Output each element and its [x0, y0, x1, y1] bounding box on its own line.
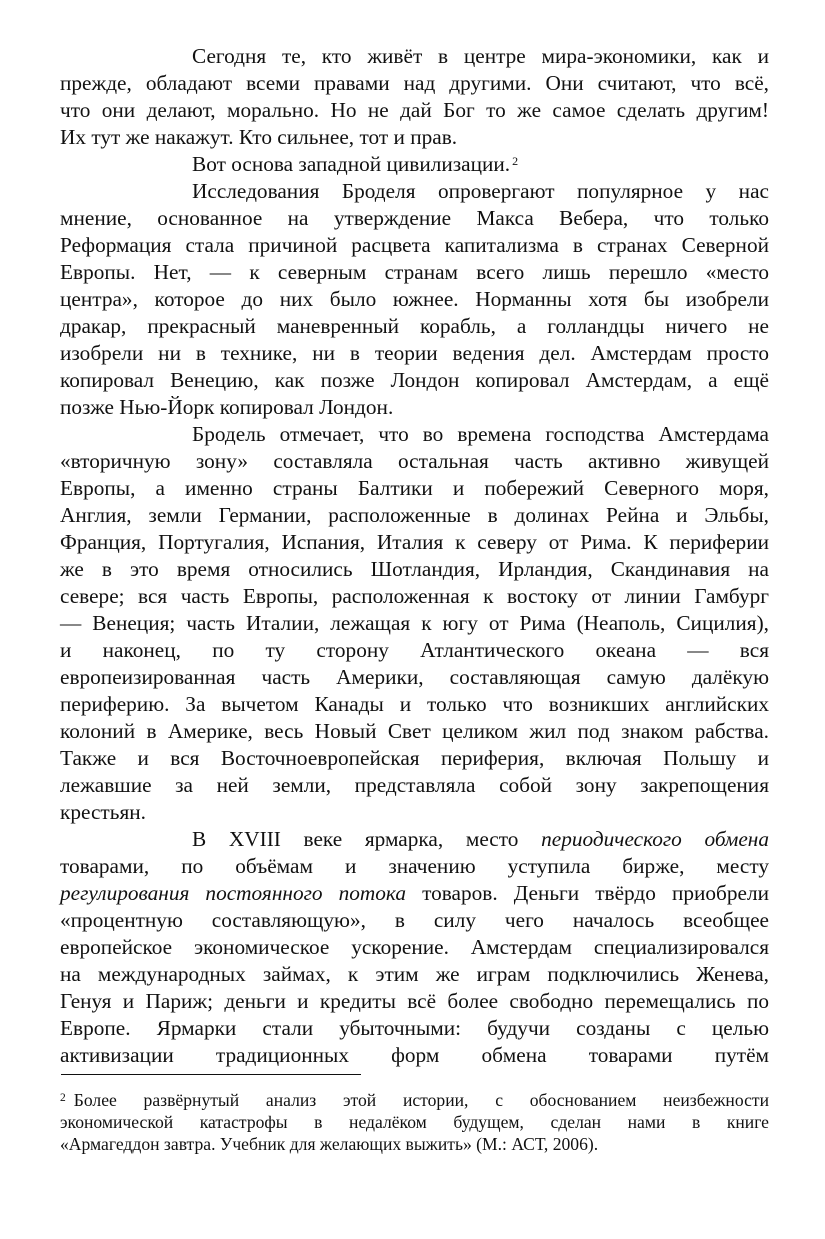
- footnote-line: $^2$ Более развёрнутый анализ этой истории, с обоснованием неизбежности: [60, 1090, 769, 1110]
- text-line: изобрели ни в технике, ни в теории ведения дел. Амстердам просто: [60, 341, 769, 365]
- paragraph-1: [60, 43, 769, 151]
- text-line: Европе. Ярмарки стали убыточными: будучи созданы с целью: [60, 1016, 769, 1040]
- footnote: [60, 1089, 769, 1155]
- main-text: [60, 43, 769, 1069]
- text-line: дракар, прекрасный маневренный корабль, а голландцы ничего не: [60, 314, 769, 338]
- text-line: Также и вся Восточноевропейская периферия, включая Польшу и: [60, 746, 769, 770]
- text-line: — Венеция; часть Италии, лежащая к югу от Рима (Неаполь, Сицилия),: [60, 611, 769, 635]
- text-line: же в это время относились Шотландия, Ирландия, Скандинавия на: [60, 557, 769, 581]
- text-line: позже Нью-Йорк копировал Лондон.: [60, 395, 394, 419]
- paragraph-2: [60, 151, 769, 178]
- text-line: европеизированная часть Америки, составляющая самую далёкую: [60, 665, 769, 689]
- text-line: лежавшие за ней земли, представляла собой зону закрепощения: [60, 773, 769, 797]
- footnote-reference[interactable]: 2: [512, 154, 519, 168]
- text-line: Европы. Нет, — к северным странам всего лишь перешло «место: [60, 260, 769, 284]
- text-line: Исследования Броделя опровергают популярное у нас: [192, 179, 769, 203]
- text-line: Вот основа западной цивилизации. $^2$: [192, 152, 519, 176]
- text-line: центра», которое до них было южнее. Норманны хотя бы изобрели: [60, 287, 769, 311]
- text-line: и наконец, по ту сторону Атлантического океана — вся: [60, 638, 769, 662]
- text-line: севере; вся часть Европы, расположенная к востоку от линии Гамбург: [60, 584, 769, 608]
- text-line: Их тут же накажут. Кто сильнее, тот и прав.: [60, 125, 458, 149]
- text-line: прежде, обладают всеми правами над другими. Они считают, что всё,: [60, 71, 769, 95]
- text-line: активизации традиционных форм обмена товарами путём: [60, 1043, 769, 1067]
- text-line: европейское экономическое ускорение. Амстердам специализировался: [60, 935, 769, 959]
- paragraph-5: [60, 826, 769, 1069]
- text-line: Реформация стала причиной расцвета капитализма в странах Северной: [60, 233, 769, 257]
- text-line: на международных займах, к этим же играм подключились Женева,: [60, 962, 769, 986]
- text-line: Сегодня те, кто живёт в центре мира-экономики, как и: [192, 44, 769, 68]
- text-line: «вторичную зону» составляла остальная часть активно живущей: [60, 449, 769, 473]
- text-line: товарами, по объёмам и значению уступила бирже, месту: [60, 854, 769, 878]
- text-line: мнение, основанное на утверждение Макса Вебера, что только: [60, 206, 769, 230]
- text-line: «процентную составляющую», в силу чего началось всеобщее: [60, 908, 769, 932]
- text-line: что они делают, морально. Но не дай Бог то же самое сделать другим!: [60, 98, 769, 122]
- text-line: Европы, а именно страны Балтики и побережий Северного моря,: [60, 476, 769, 500]
- text-line: копировал Венецию, как позже Лондон копировал Амстердам, а ещё: [60, 368, 769, 392]
- text-line: крестьян.: [60, 800, 146, 824]
- footnote-separator: [61, 1074, 361, 1075]
- text-line: регулирования постоянного потока товаров. Деньги твёрдо приобрели: [60, 881, 770, 905]
- footnote-number: 2: [60, 1092, 66, 1104]
- text-line: колоний в Америке, весь Новый Свет целиком жил под знаком рабства.: [60, 719, 769, 743]
- italic-phrase: периодического обмена: [541, 827, 769, 851]
- paragraph-3: [60, 178, 769, 421]
- text-line: Франция, Португалия, Испания, Италия к северу от Рима. К периферии: [60, 530, 769, 554]
- text-line: В XVIII веке ярмарка, место периодического обмена: [192, 827, 769, 851]
- footnote-line: «Армагеддон завтра. Учебник для желающих выжить» (М.: АСТ, 2006).: [60, 1134, 599, 1154]
- footnote-line: экономической катастрофы в недалёком будущем, сделан нами в книге: [60, 1112, 769, 1132]
- italic-phrase: регулирования постоянного потока: [60, 881, 407, 905]
- text-line: Англия, земли Германии, расположенные в долинах Рейна и Эльбы,: [60, 503, 769, 527]
- paragraph-4: [60, 421, 769, 826]
- text-line: Бродель отмечает, что во времена господства Амстердама: [192, 422, 769, 446]
- text-line: периферию. За вычетом Канады и только что возникших английских: [60, 692, 769, 716]
- text-line: Генуя и Париж; деньги и кредиты всё более свободно перемещались по: [60, 989, 769, 1013]
